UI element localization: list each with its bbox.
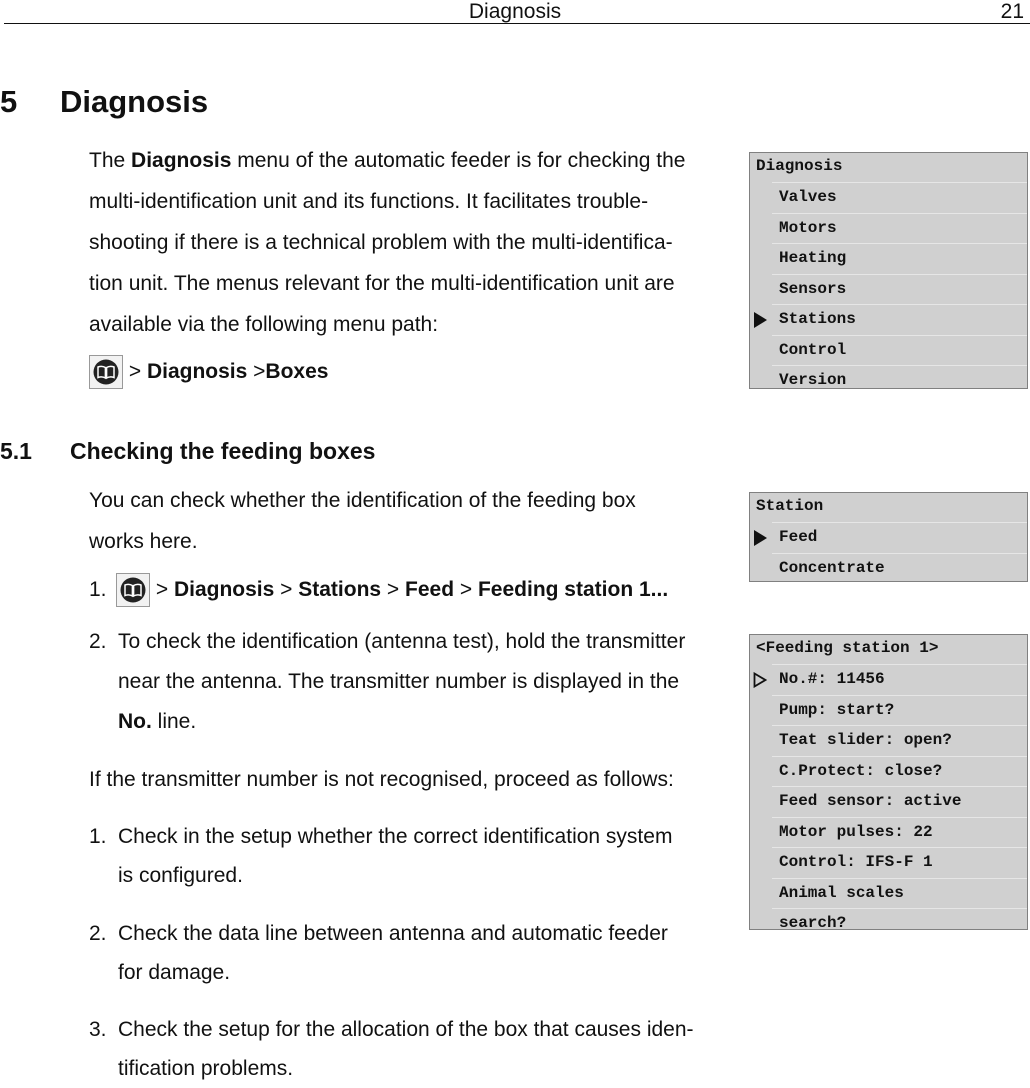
selected-arrow-icon	[753, 305, 769, 334]
check-paragraph	[89, 480, 739, 562]
no-term: No.	[118, 710, 152, 733]
menu-item-concentrate[interactable]: Concentrate	[772, 553, 1027, 584]
section-heading	[0, 437, 375, 465]
menu-item-control[interactable]: Control	[772, 335, 1027, 366]
intro-line: tion unit. The menus relevant for the multi-identification unit are	[89, 272, 675, 295]
check-line: works here.	[89, 530, 198, 553]
menu-item-stations[interactable]: Stations	[772, 304, 1027, 335]
menu-item-teat-slider[interactable]: Teat slider: open?	[772, 725, 1027, 756]
path-boxes: Boxes	[265, 360, 329, 383]
step-number: 1.	[89, 578, 107, 601]
menu-item-pump[interactable]: Pump: start?	[772, 695, 1027, 726]
selected-arrow-icon	[753, 523, 769, 552]
menu-item-heating[interactable]: Heating	[772, 243, 1027, 274]
fallback-item-2: 2. Check the data line between antenna and automatic feeder for damage.	[89, 922, 668, 984]
header-rule	[4, 23, 1030, 24]
book-menu-icon[interactable]	[89, 355, 123, 389]
path-diagnosis: Diagnosis	[146, 360, 248, 383]
running-header-title: Diagnosis	[468, 0, 562, 23]
menu-item-version[interactable]: Version	[772, 365, 1027, 396]
chapter-title: Diagnosis	[60, 84, 209, 119]
menu-item-feed[interactable]: Feed	[772, 522, 1027, 553]
lcd-station-menu	[749, 492, 1028, 582]
menu-item-valves[interactable]: Valves	[772, 182, 1027, 213]
step-1: 1. > Diagnosis > Stations > Feed > Feeding station 1...	[89, 572, 668, 608]
fallback-item-3: 3. Check the setup for the allocation of the box that causes iden- tification problems.	[89, 1018, 694, 1080]
menu-item-animal-scales[interactable]: Animal scales	[772, 878, 1027, 909]
lcd-title: Diagnosis	[756, 157, 843, 175]
diagnosis-term: Diagnosis	[131, 149, 232, 172]
menu-item-motors[interactable]: Motors	[772, 213, 1027, 244]
page-number: 21	[1000, 0, 1024, 23]
lcd-diagnosis-menu	[749, 152, 1028, 389]
intro-line: available via the following menu path:	[89, 313, 439, 336]
menu-item-c-protect[interactable]: C.Protect: close?	[772, 756, 1027, 787]
chapter-heading	[0, 84, 208, 120]
intro-paragraph	[89, 140, 739, 345]
intro-line: multi-identification unit and its functions. It facilitates trouble-	[89, 190, 649, 213]
cursor-arrow-icon	[753, 665, 769, 694]
check-line: You can check whether the identification of the feeding box	[89, 489, 636, 512]
step-2: 2. To check the identification (antenna test), hold the transmitter near the antenna. The transmitter number is displayed in the No. line.	[89, 622, 739, 742]
menu-item-control[interactable]: Control: IFS-F 1	[772, 847, 1027, 878]
menu-item-transmitter-number[interactable]: No.#: 11456	[772, 664, 1027, 695]
step-number: 2.	[89, 630, 107, 653]
section-number: 5.1	[0, 438, 32, 464]
menu-item-motor-pulses[interactable]: Motor pulses: 22	[772, 817, 1027, 848]
menu-item-search[interactable]: search?	[772, 908, 1027, 939]
menu-path: > Diagnosis >Boxes	[89, 354, 328, 390]
lcd-feeding-station-menu	[749, 634, 1028, 930]
fallback-intro: If the transmitter number is not recognised, proceed as follows:	[89, 768, 674, 791]
lcd-title: <Feeding station 1>	[756, 639, 939, 657]
fallback-item-1: 1. Check in the setup whether the correct identification system is configured.	[89, 825, 673, 887]
book-menu-icon[interactable]	[116, 573, 150, 607]
lcd-title: Station	[756, 497, 824, 515]
intro-line: shooting if there is a technical problem with the multi-identifica-	[89, 231, 673, 254]
menu-item-feed-sensor[interactable]: Feed sensor: active	[772, 786, 1027, 817]
intro-line: The Diagnosis menu of the automatic feeder is for checking the	[89, 149, 686, 172]
chapter-number: 5	[0, 84, 18, 119]
menu-item-sensors[interactable]: Sensors	[772, 274, 1027, 305]
section-title: Checking the feeding boxes	[70, 438, 376, 464]
